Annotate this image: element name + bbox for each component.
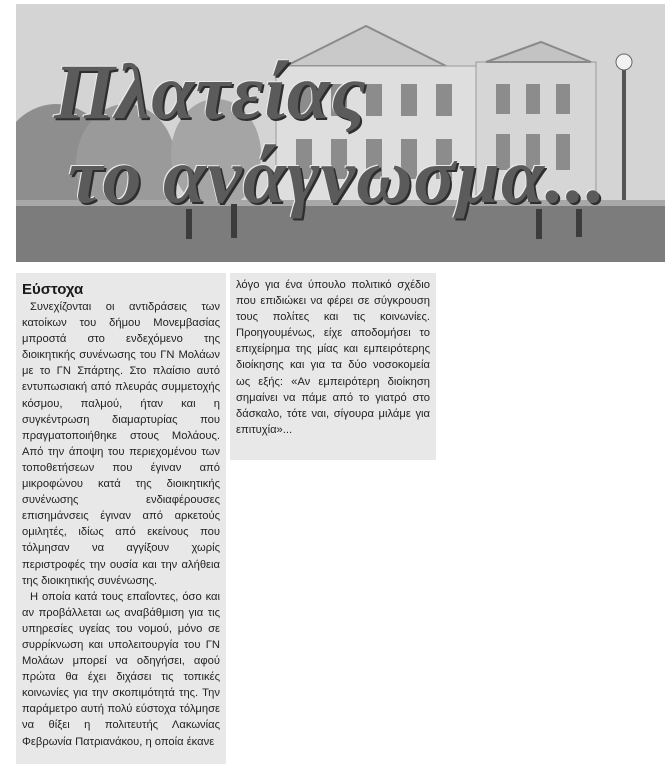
headline-line-2: το ανάγνωσμα... — [68, 132, 607, 219]
section-title: Εύστοχα — [22, 281, 84, 298]
headline — [40, 50, 640, 218]
paragraph-1: Συνεχίζονται οι αντιδράσεις των κατοίκων του δήμου Μονεμβασίας μπροστά στο ενδεχόμενο της διοικητικής συνένωσης του ΓΝ Μολάων με το ΓΝ Σπάρτης. Στο πλαίσιο αυτό εντυπωσιακή από πλευράς συμμετοχής κόσμου, παλμού, ήταν και η συγκέντρωση διαμαρτυρίας που πραγματοποιήθηκε στους Μολάους. Από την άποψη του περιεχομένου των τοποθετήσεων που έγιναν από μικροφώνου κατά της διοικητικής συνένωσης ενδιαφέρουσες επισημάνσεις έγιναν από αρκετούς ομιλητές, ιδίως από εκείνους που τόλμησαν να αγγίξουν χωρίς περιστροφές την ουσία και την αλήθεια της διοικητικής συνένωσης. — [22, 301, 220, 587]
headline-line-1: Πλατείας — [54, 48, 367, 135]
header-photo — [16, 4, 665, 262]
paragraph-3: λόγο για ένα ύπουλο πολιτικό σχέδιο που επιδιώκει να φέρει σε σύγκρουση τους πολίτες και τις κοινωνίες. Προηγουμένως, είχε αποδομήσει το επιχείρημα της μίας και εμπειρότερης διοίκησης και για τα δύο νοσοκομεία ως εξής: «Αν εμπειρότερη διοίκηση σημαίνει να πάμε από το γιατρό στο δάσκαλο, τότε ναι, σίγουρα μιλάμε για επιτυχία»... — [236, 279, 430, 436]
article-column-2 — [230, 273, 436, 460]
article-column-1 — [16, 273, 226, 764]
paragraph-2: Η οποία κατά τους επαΐοντες, όσο και αν προβάλλεται ως αναβάθμιση για τις υπηρεσίες υγείας του νομού, μόνο σε συρρίκνωση και υπολειτουργία του ΓΝ Μολάων μπορεί να οδηγήσει, αφού πρώτα θα έχει διχάσει τις τοπικές κοινωνίες για την σκοπιμότητά της. Την παράμετρο αυτή πολύ εύστοχα τόλμησε να θίξει η πολιτευτής Λακωνίας Φεβρωνία Πατριανάκου, η οποία έκανε — [22, 590, 220, 748]
